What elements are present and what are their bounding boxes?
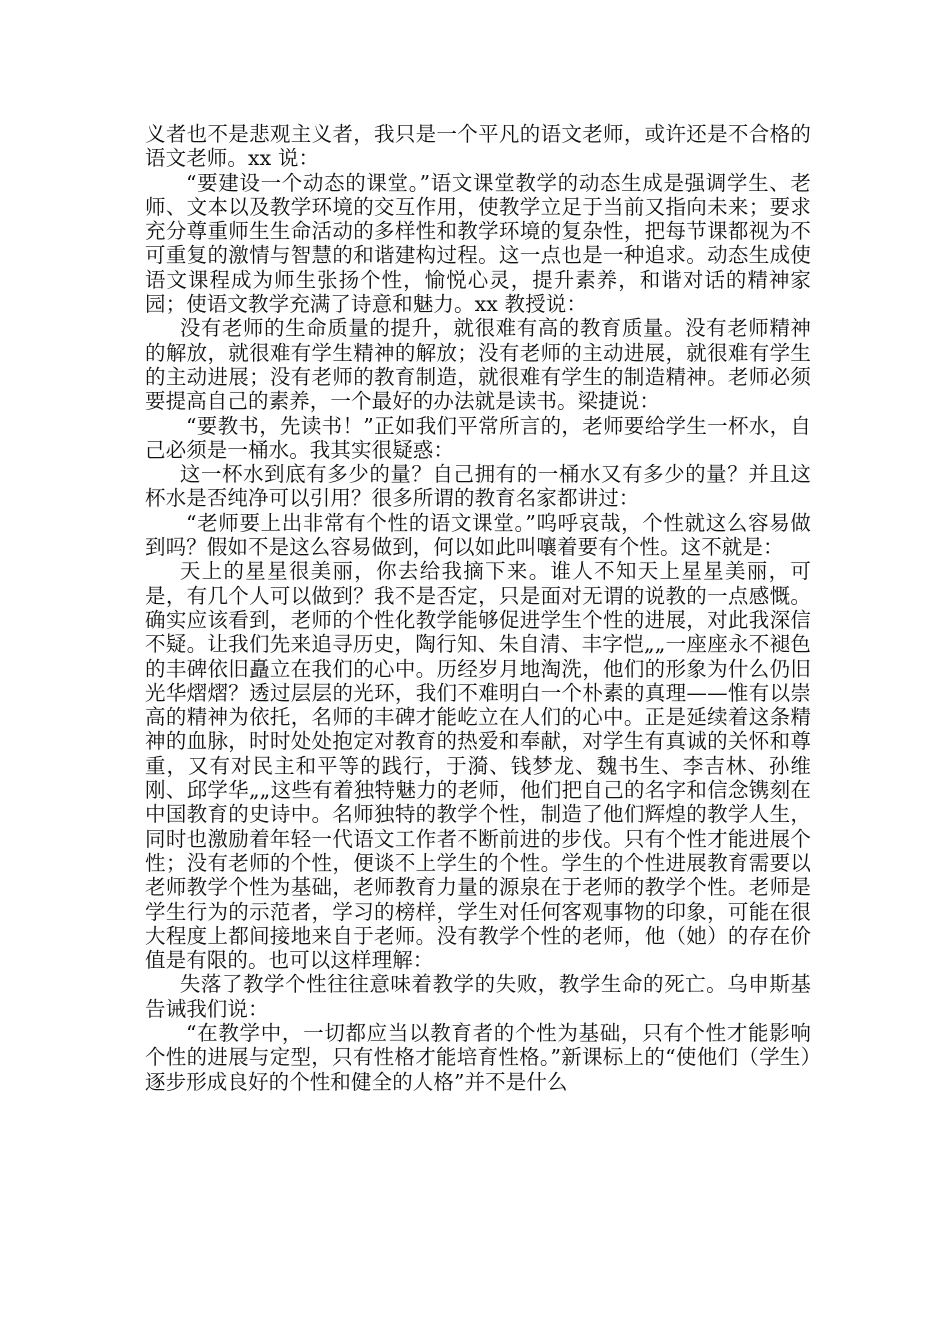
paragraph-9: “在教学中，一切都应当以教育者的个性为基础，只有个性才能影响个性的进展与定型，只有性格才能培育性格。”新课标上的“使他们（学生）逐步形成良好的个性和健全的人格”并不是什么 bbox=[145, 1020, 811, 1094]
paragraph-2: “要建设一个动态的课堂。”语文课堂教学的动态生成是强调学生、老师、文本以及教学环境的交互作用，使教学立足于当前又指向未来；要求充分尊重师生生命活动的多样性和教学环境的复杂性，把每节课都视为不可重复的激情与智慧的和谐建构过程。这一点也是一种追求。动态生成使语文课程成为师生张扬个性，愉悦心灵，提升素养，和谐对话的精神家园；使语文教学充满了诗意和魅力。xx 教授说： bbox=[145, 170, 811, 317]
paragraph-6: “老师要上出非常有个性的语文课堂。”呜呼哀哉，个性就这么容易做到吗？假如不是这么容易做到，何以如此叫嚷着要有个性。这不就是： bbox=[145, 510, 811, 560]
paragraph-4: “要教书，先读书！”正如我们平常所言的，老师要给学生一杯水，自己必须是一桶水。我其实很疑惑： bbox=[145, 413, 811, 462]
document-page bbox=[145, 122, 811, 1094]
paragraph-1: 义者也不是悲观主义者，我只是一个平凡的语文老师，或许还是不合格的语文老师。xx 说： bbox=[145, 122, 811, 171]
paragraph-7: 天上的星星很美丽，你去给我摘下来。谁人不知天上星星美丽，可是，有几个人可以做到？我不是否定，只是面对无谓的说教的一点感慨。确实应该看到，老师的个性化教学能够促进学生个性的进展，对此我深信不疑。让我们先来追寻历史，陶行知、朱自清、丰字恺„„一座座永不褪色的丰碑依旧矗立在我们的心中。历经岁月地淘洗，他们的形象为什么仍旧光华熠熠？透过层层的光环，我们不难明白一个朴素的真理——惟有以崇高的精神为依托，名师的丰碑才能屹立在人们的心中。正是延续着这条精神的血脉，时时处处抱定对教育的热爱和奉献，对学生有真诚的关怀和尊重，又有对民主和平等的践行，于漪、钱梦龙、魏书生、李吉林、孙维刚、邱学华„„这些有着独特魅力的老师，他们把自己的名字和信念镌刻在中国教育的史诗中。名师独特的教学个性，制造了他们辉煌的教学人生，同时也激励着年轻一代语文工作者不断前进的步伐。只有个性才能进展个性；没有老师的个性，便谈不上学生的个性。学生的个性进展教育需要以老师教学个性为基础，老师教育力量的源泉在于老师的教学个性。老师是学生行为的示范者，学习的榜样，学生对任何客观事物的印象，可能在很大程度上都间接地来自于老师。没有教学个性的老师，他（她）的存在价值是有限的。也可以这样理解： bbox=[145, 559, 811, 973]
paragraph-3: 没有老师的生命质量的提升，就很难有高的教育质量。没有老师精神的解放，就很难有学生精神的解放；没有老师的主动进展，就很难有学生的主动进展；没有老师的教育制造，就很难有学生的制造精神。老师必须要提高自己的素养，一个最好的办法就是读书。梁捷说： bbox=[145, 316, 811, 414]
paragraph-5: 这一杯水到底有多少的量？自己拥有的一桶水又有多少的量？并且这杯水是否纯净可以引用？很多所谓的教育名家都讲过： bbox=[145, 462, 811, 511]
paragraph-8: 失落了教学个性往往意味着教学的失败，教学生命的死亡。乌申斯基告诫我们说： bbox=[145, 972, 811, 1021]
